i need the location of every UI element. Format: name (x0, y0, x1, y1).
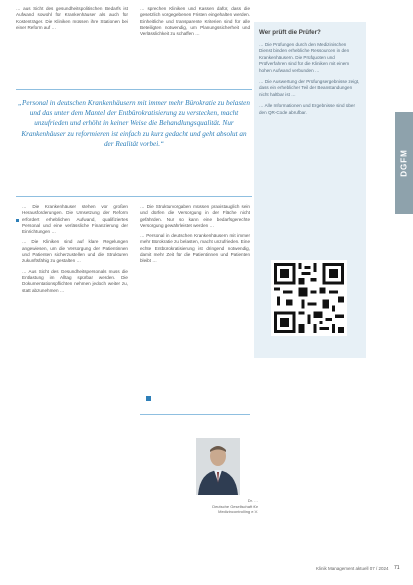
top-text-2: … sprechen Kliniken und Kassen dafür, dass die gesetzlich vorgegebenen Fristen eingehalten werden. Einheitliche und transparente Kriterien sind für alle Beteiligten notwendig, um Planungssicherheit und Verlässlichkeit zu schaffen … (140, 6, 250, 37)
paragraph-marker (16, 219, 19, 222)
section-tab (395, 112, 413, 214)
info-box-p3: … Alle Informationen und Ergebnisse sind über den QR-Code abrufbar. (259, 103, 356, 115)
body-col2-p2: … Personal in deutschen Krankenhäusern mit immer mehr Bürokratie zu belasten, macht unzufrieden. Eine echte Entbürokratisierung ist dringend notwendig, damit mehr Zeit für die Patientinnen und Patienten bleibt … (140, 233, 250, 264)
author-photo (196, 438, 240, 495)
photo-caption (180, 498, 258, 515)
top-column-2 (140, 6, 250, 41)
info-box-text (259, 42, 360, 121)
page-number: 71 (394, 565, 400, 571)
section-tab-label: DGFM (399, 149, 409, 177)
author-rule (140, 414, 250, 415)
quote-rule-top (16, 89, 252, 90)
body-col1-p1: … Die Krankenhäuser stehen vor großen Herausforderungen. Die Umsetzung der Reform erfordert erheblichen Aufwand, qualifiziertes Personal und eine verlässliche Finanzierung der Einrichtungen … (22, 204, 128, 235)
body-col2-p1: … Die Strukturvorgaben müssen praxistauglich sein und dürfen die Versorgung in der Fläche nicht gefährden. Nur so kann eine bedarfsgerechte Versorgung gewährleistet werden … (140, 204, 250, 228)
top-column-1 (16, 6, 128, 35)
pull-quote: „Personal in deutschen Krankenhäusern mit immer mehr Bürokratie zu belasten und das unter dem Mantel der Entbürokratisierung zu verstecken, macht unzufrieden und erhöht in keiner Weise die Behandlungsqualität. Nur Krankenhäuser zu reformieren ist einfach zu kurz gedacht und geht absolut an der Realität vorbei.“ (18, 99, 250, 148)
caption-role: Deutsche Gesellschaft für Medizincontrolling e.V. (212, 503, 258, 514)
body-col1-p3: … Aus Sicht des Gesundheitspersonals muss die Entlastung im Alltag spürbar werden. Die Dokumentationspflichten nehmen jedoch weiter zu, statt abzunehmen … (22, 268, 128, 293)
info-box-title: Wer prüft die Prüfer? (259, 29, 321, 36)
body-column-2 (140, 204, 250, 269)
info-box-p1: … Die Prüfungen durch den Medizinischen Dienst binden erhebliche Ressourcen in den Krankenhäusern. Die Prüfquoten und Prüfverfahren sind für die Kliniken mit einem hohen Aufwand verbunden … (259, 42, 350, 73)
quote-rule-bottom (16, 196, 252, 197)
qr-code-icon[interactable] (271, 260, 347, 336)
body-col1-p2: … Die Kliniken sind auf klare Regelungen angewiesen, um die Versorgung der Patientinnen und Patienten sicherzustellen und die Strukturen zukunftsfähig zu gestalten … (22, 239, 128, 264)
article-end-mark (146, 396, 151, 401)
top-text-1: … aus Sicht des gesundheitspolitischen Bedarfs ist Aufwand sowohl für Krankenhäuser als auch für Kostenträger. Die Kliniken müssen ihre Stationen bei einer Reform auf … (16, 6, 128, 30)
body-column-1 (22, 204, 128, 298)
info-box-p2: … Die Auswertung der Prüfungsergebnisse zeigt, dass ein erheblicher Teil der Beanstandungen nicht haltbar ist … (259, 79, 360, 97)
footer-publication: Klinik Management aktuell 07 / 2024 (316, 566, 389, 571)
caption-name: Dr. … (247, 498, 258, 503)
